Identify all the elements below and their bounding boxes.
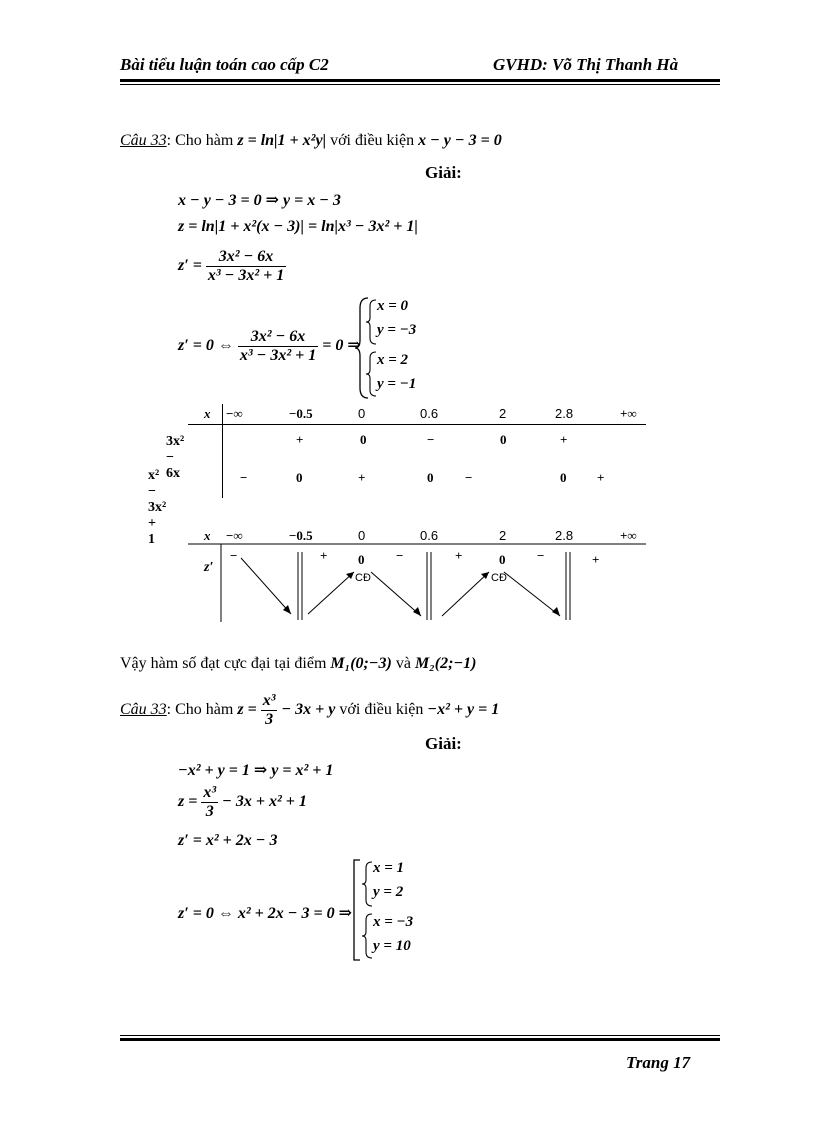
sign-row2-5: − (465, 470, 473, 485)
var-x-5: 2 (499, 528, 507, 543)
sign-row1-1: + (296, 432, 304, 447)
q2-step4: z′ = 0 ⇔ x² + 2x − 3 = 0 ⇒ (178, 905, 352, 922)
q1-step2: z = ln|1 + x²(x − 3)| = ln|x³ − 3x² + 1| (178, 218, 418, 235)
var-x-6: 2.8 (555, 528, 574, 543)
var-x-label: x (204, 528, 211, 543)
q2-sol-b-x: x = −3 (373, 914, 414, 930)
var-sign-4: − (396, 548, 404, 563)
sign-x-7: +∞ (620, 406, 637, 421)
sign-row1-4: 0 (500, 432, 507, 447)
sign-row2-label: x² − 3x² + 1 (148, 468, 167, 547)
var-sign-1: − (230, 548, 238, 563)
q1-statement: Câu 33: Cho hàm z = ln|1 + x²y| với điều kiện x − y − 3 = 0 (120, 132, 502, 149)
sign-table-hline (188, 424, 646, 425)
q2-condition: −x² + y = 1 (427, 701, 500, 719)
q1-critical-equation: z′ = 0 ⇔ $\frac{\text{3x² − 6x}}{\text{x³ − 3x² + 1}}$ = 0 ⇒ (178, 328, 361, 364)
sign-x-6: 2.8 (555, 406, 574, 421)
sign-x-3: 0 (358, 406, 366, 421)
q1-solution-title: Giải: (425, 163, 462, 182)
q1-zprime-fraction: $\frac{\text{3x² − 6x}}{\text{x³ − 3x² + 1}}$ (207, 248, 285, 284)
sign-row1-3: − (427, 432, 435, 447)
sign-table-vline (222, 404, 223, 498)
var-cd-label-2: CĐ (491, 572, 507, 584)
var-sign-2: + (320, 548, 328, 563)
sign-row2-4: 0 (427, 470, 434, 485)
header-rule-thick (120, 79, 720, 82)
q1-step1: x − y − 3 = 0 ⇒ y = x − 3 (178, 192, 341, 209)
point-m2: M₂(2;−1) (414, 655, 477, 672)
q1-sol-a-x: x = 0 (377, 298, 409, 314)
var-sign-5: + (455, 548, 463, 563)
sign-table-x-label: x (204, 406, 211, 421)
var-sign-3: 0 (358, 552, 365, 567)
q2-step1: −x² + y = 1 ⇒ y = x² + 1 (178, 762, 334, 779)
header-right: GVHD: Võ Thị Thanh Hà (493, 55, 679, 74)
sign-row2-3: + (358, 470, 366, 485)
sign-row2-6: 0 (560, 470, 567, 485)
header-rule-thin (120, 84, 720, 85)
variation-graph (186, 540, 648, 624)
var-sign-6: 0 (499, 552, 506, 567)
q1-sol-b-y: y = −1 (377, 376, 417, 392)
sign-x-2: −0.5 (289, 406, 313, 421)
page-number: Trang 17 (626, 1053, 691, 1072)
header-left: Bài tiểu luận toán cao cấp C2 (120, 55, 329, 74)
var-sign-8: + (592, 552, 600, 567)
sign-row2-1: − (240, 470, 248, 485)
q1-zprime: z′ = $\frac{\text{3x² − 6x}}{\text{x³ − 3x² + 1}}$ (178, 248, 285, 284)
conclusion: Vậy hàm số đạt cực đại tại điểm M₁(0;−3) và M₂(2;−1) (120, 655, 477, 672)
q2-sol-b-y: y = 10 (373, 938, 411, 954)
sign-x-4: 0.6 (420, 406, 439, 421)
var-x-2: −0.5 (289, 528, 313, 543)
sign-x-1: −∞ (226, 406, 243, 421)
var-cd-label-1: CĐ (355, 572, 371, 584)
sign-row1-2: 0 (360, 432, 367, 447)
q2-label: Câu 33 (120, 701, 167, 719)
q2-step2: z = $\frac{\text{x³}}{3}$ − 3x + x² + 1 (178, 784, 307, 820)
var-x-4: 0.6 (420, 528, 439, 543)
var-x-7: +∞ (620, 528, 637, 543)
q2-sol-a-x: x = 1 (373, 860, 405, 876)
q2-statement: Câu 33: Cho hàm z = $\frac{\text{x³}}{3}$ − 3x + y với điều kiện −x² + y = 1 (120, 692, 500, 728)
sign-row2-7: + (597, 470, 605, 485)
var-x-1: −∞ (226, 528, 243, 543)
sign-row1-label: 3x² − 6x (166, 434, 185, 481)
q2-step3: z′ = x² + 2x − 3 (178, 832, 278, 849)
var-sign-7: − (537, 548, 545, 563)
q2-sol-a-y: y = 2 (373, 884, 404, 900)
q1-function: z = ln|1 + x²y| (237, 132, 327, 149)
var-row-label: z′ (204, 560, 214, 575)
sign-x-5: 2 (499, 406, 507, 421)
point-m1: M₁(0;−3) (330, 655, 392, 672)
q2-function: z = $\frac{\text{x³}}{3}$ − 3x + y (237, 692, 336, 728)
footer-rule-thin (120, 1035, 720, 1036)
q1-label: Câu 33 (120, 132, 167, 149)
var-x-3: 0 (358, 528, 366, 543)
sign-row1-5: + (560, 432, 568, 447)
q2-solution-title: Giải: (425, 734, 462, 753)
q1-condition: x − y − 3 = 0 (418, 132, 502, 149)
footer-rule-thick (120, 1038, 720, 1041)
q1-sol-b-x: x = 2 (377, 352, 409, 368)
sign-row2-2: 0 (296, 470, 303, 485)
q1-sol-a-y: y = −3 (377, 322, 417, 338)
